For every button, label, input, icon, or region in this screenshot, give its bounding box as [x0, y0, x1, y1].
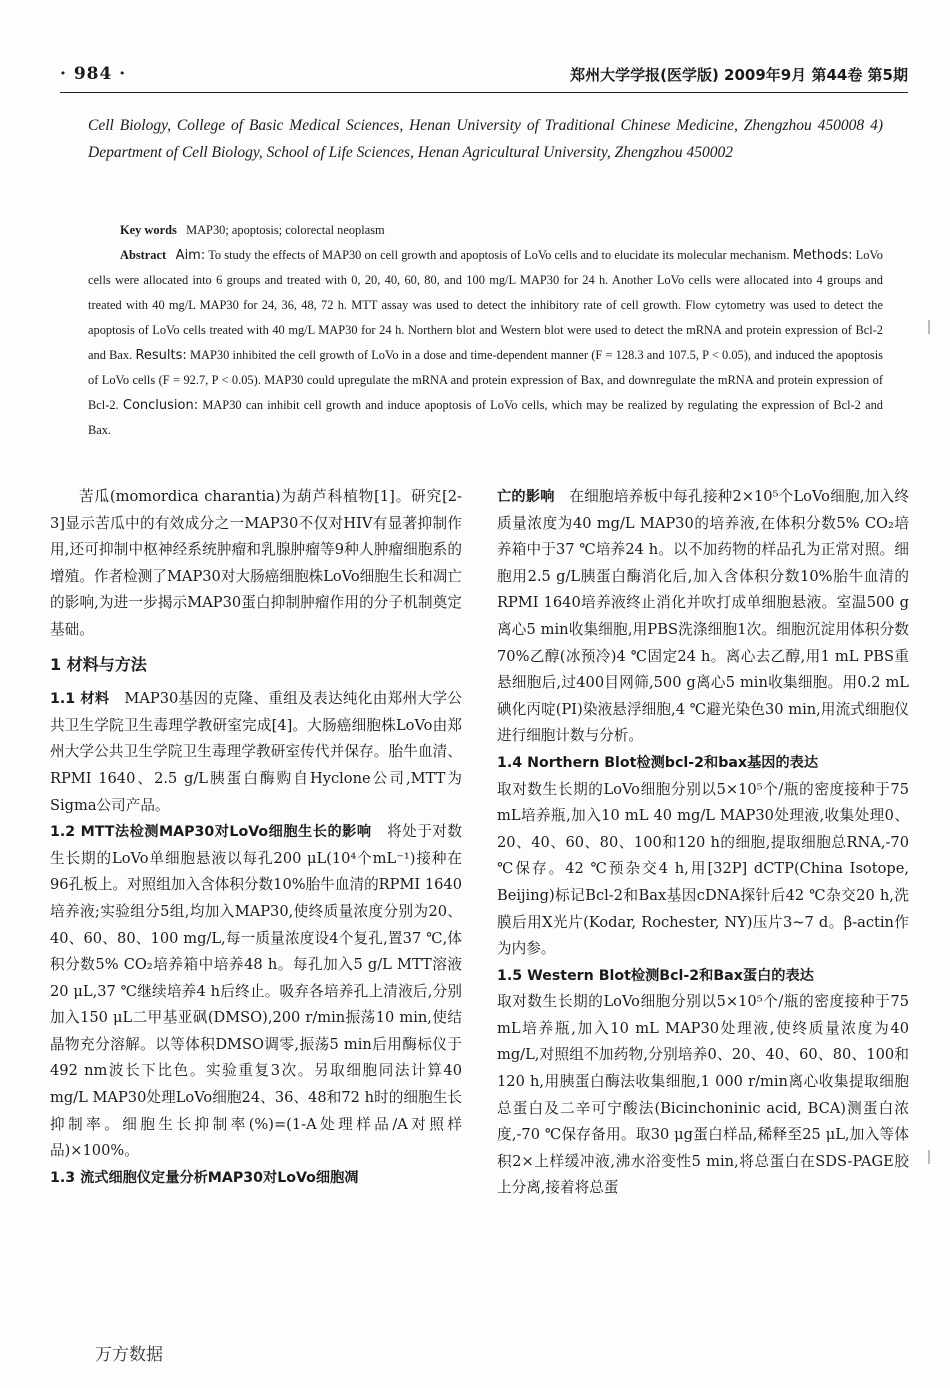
aim-text: To study the effects of MAP30 on cell growth and apoptosis of LoVo cells and to elucidate its molecular mechanism. — [208, 248, 790, 262]
section-1-4 — [497, 750, 909, 963]
page-number: · 984 · — [60, 64, 127, 84]
aim-label: Aim: — [175, 248, 206, 263]
intro-paragraph: 苦瓜(momordica charantia)为葫芦科植物[1]。研究[2-3]显示苦瓜中的有效成分之一MAP30不仅对HIV有显著抑制作用,还可抑制中枢神经系统肿瘤和乳腺肿瘤等9种人肿瘤细胞系的增殖。作者检测了MAP30对大肠癌细胞株LoVo细胞生长和凋亡的影响,为进一步揭示MAP30蛋白抑制肿瘤作用的分子机制奠定基础。 — [50, 488, 462, 638]
scan-margin-mark — [928, 320, 930, 334]
section-1-4-title: 1.4 Northern Blot检测bcl-2和bax基因的表达 — [497, 754, 819, 771]
section-1-3-title-end: 亡的影响 — [497, 489, 555, 505]
journal-info: 郑州大学学报(医学版) 2009年9月 第44卷 第5期 — [570, 66, 908, 84]
running-header — [60, 62, 908, 93]
right-column — [497, 484, 909, 1202]
section-1-2-text: 将处于对数生长期的LoVo单细胞悬液以每孔200 μL(10⁴个mL⁻¹)接种在96孔板上。对照组加入含体积分数10%胎牛血清的RPMI 1640培养液;实验组分5组,均加入MAP30,使终质量浓度分别为20、40、60、80、100 mg/L,每一质量浓度设4个复孔,置37 ℃,体积分数5% CO₂培养箱中培养48 h。每孔加入5 g/L MTT溶液20 μL,37 ℃继续培养4 h后终止。吸弃各培养孔上清液后,分别加入150 μL二甲基亚砜(DMSO),200 r/min振荡10 min,使结晶物充分溶解。以等体积DMSO调零,振荡5 min后用酶标仪于492 nm波长下比色。实验重复3次。另取细胞同法计算40 mg/L MAP30处理LoVo细胞24、36、48和72 h时的细胞生长抑制率。细胞生长抑制率(%)=(1-A处理样品/A对照样品)×100%。 — [50, 823, 462, 1160]
database-watermark: 万方数据 — [95, 1345, 163, 1365]
english-abstract — [88, 218, 883, 443]
abstract-label: Abstract — [120, 248, 167, 262]
keywords-line — [88, 218, 883, 243]
section-1-3-text: 在细胞培养板中每孔接种2×10⁵个LoVo细胞,加入终质量浓度为40 mg/L MAP30的培养液,在体积分数5% CO₂培养箱中于37 ℃培养24 h。以不加药物的样品孔为正常对照。细胞用2.5 g/L胰蛋白酶消化后,加入含体积分数10%胎牛血清的RPMI 1640培养液终止消化并吹打成单细胞悬液。室温500 g离心5 min收集细胞,用PBS洗涤细胞1次。细胞沉淀用体积分数70%乙醇(冰预冷)4 ℃固定24 h。离心去乙醇,用1 mL PBS重悬细胞后,过400目网筛,500 g离心5 min收集细胞。用0.2 mL碘化丙啶(PI)染液悬浮细胞,4 ℃避光染色30 min,用流式细胞仪进行细胞计数与分析。 — [497, 488, 909, 745]
section-1-4-text: 取对数生长期的LoVo细胞分别以5×10⁵个/瓶的密度接种于75 mL培养瓶,加入10 mL 40 mg/L MAP30处理液,收集处理0、20、40、60、80、100和120 h的细胞,提取细胞总RNA,-70 ℃保存。42 ℃预杂交4 h,用[32P] dCTP(China Isotope, Beijing)标记Bcl-2和Bax基因cDNA探针后42 ℃杂交20 h,洗膜后用X光片(Kodar, Rochester, NY)压片3~7 d。β-actin作为内参。 — [497, 780, 909, 958]
section-1-1-text: MAP30基因的克隆、重组及表达纯化由郑州大学公共卫生学院卫生毒理学教研室完成[4]。大肠癌细胞株LoVo由郑州大学公共卫生学院卫生毒理学教研室传代并保存。胎牛血清、RPMI 1640、2.5 g/L胰蛋白酶购自Hyclone公司,MTT为Sigma公司产品。 — [50, 690, 462, 814]
keywords-label: Key words — [120, 223, 177, 237]
left-column — [50, 484, 462, 1191]
section-1-3 — [497, 484, 909, 750]
methods-label: Methods: — [792, 248, 853, 263]
section-1-1 — [50, 686, 462, 819]
section-1-heading: 1 材料与方法 — [50, 654, 147, 674]
author-affiliation: Cell Biology, College of Basic Medical Sciences, Henan University of Traditional Chinese Medicine, Zhengzhou 450008 4) Department of Cell Biology, School of Life Sciences, Henan Agricultural University, Zhengzhou 450002 — [88, 117, 883, 161]
methods-text: LoVo cells were allocated into 6 groups and treated with 0, 20, 40, 60, 80, and 100 mg/L MAP30 for 24 h. Another LoVo cells were allocated into 4 groups and treated with 40 mg/L MAP30 for 24, 36, 48, 72 h. MTT assay was used to detect the inhibitory rate of cell growth. Flow cytometry was used to detect the apoptosis of LoVo cells treated with 40 mg/L MAP30 for 24 h. Northern blot and Western blot were used to detect the mRNA and protein expression of Bcl-2 and Bax. — [88, 248, 883, 362]
conclusion-text: MAP30 can inhibit cell growth and induce apoptosis of LoVo cells, which may be realized by regulating the expression of Bcl-2 and Bax. — [88, 398, 883, 437]
scan-margin-mark — [928, 1150, 930, 1164]
results-label: Results: — [135, 348, 187, 363]
section-1-2 — [50, 819, 462, 1165]
conclusion-label: Conclusion: — [122, 398, 199, 413]
section-1-3-title-start: 1.3 流式细胞仪定量分析MAP30对LoVo细胞凋 — [50, 1169, 359, 1186]
abstract-body — [88, 243, 883, 443]
keywords-text: MAP30; apoptosis; colorectal neoplasm — [186, 223, 385, 237]
results-text: MAP30 inhibited the cell growth of LoVo in a dose and time-dependent manner (F = 128.3 and 107.5, P < 0.05), and induced the apoptosis of LoVo cells (F = 92.7, P < 0.05). MAP30 could upregulate the mRNA and protein expression of Bax, and downregulate the mRNA and protein expression of Bcl-2. — [88, 348, 883, 412]
section-1-5-title: 1.5 Western Blot检测Bcl-2和Bax蛋白的表达 — [497, 967, 814, 984]
section-1-1-title: 1.1 材料 — [50, 691, 110, 708]
section-1-2-title: 1.2 MTT法检测MAP30对LoVo细胞生长的影响 — [50, 824, 372, 841]
section-1-5-text: 取对数生长期的LoVo细胞分别以5×10⁵个/瓶的密度接种于75 mL培养瓶,加入10 mL MAP30处理液,使终质量浓度为40 mg/L,对照组不加药物,分别培养0、20、40、60、80、100和120 h,用胰蛋白酶法收集细胞,1 000 r/min离心收集提取细胞总蛋白及二辛可宁酸法(Bicinchoninic acid, BCA)测蛋白浓度,-70 ℃保存备用。取30 μg蛋白样品,稀释至25 μL,加入等体积2×上样缓冲液,沸水浴变性5 min,将总蛋白在SDS-PAGE胶上分离,接着将总蛋 — [497, 993, 909, 1197]
section-1-5 — [497, 963, 909, 1202]
